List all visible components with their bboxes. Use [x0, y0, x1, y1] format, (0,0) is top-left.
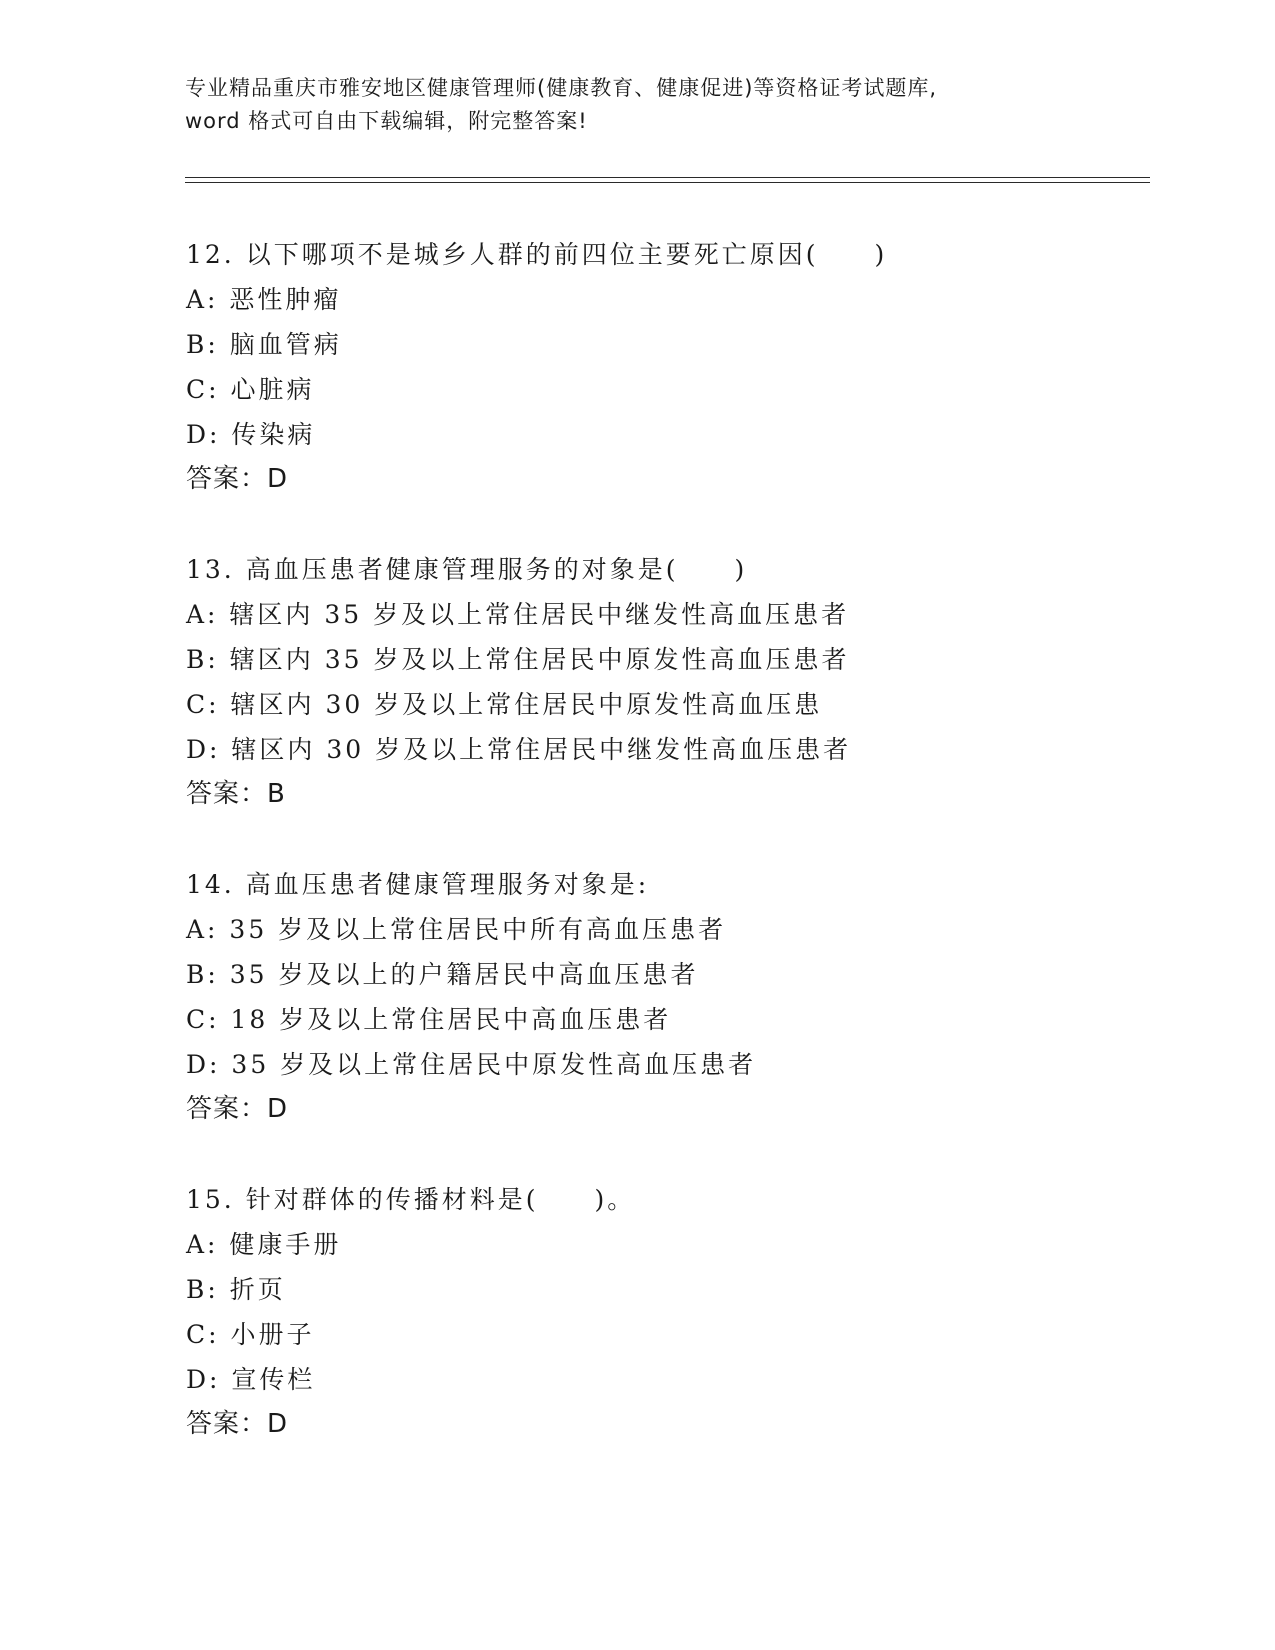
header-line-1: 专业精品重庆市雅安地区健康管理师(健康教育、健康促进)等资格证考试题库, [185, 76, 938, 100]
option-a: A: 恶性肿瘤 [186, 285, 342, 314]
document-header [185, 72, 1085, 138]
question-12 [186, 232, 1146, 502]
question-stem: 13. 高血压患者健康管理服务的对象是( ) [186, 555, 748, 584]
option-a: A: 辖区内 35 岁及以上常住居民中继发性高血压患者 [186, 600, 850, 629]
option-b: B: 折页 [186, 1275, 286, 1304]
question-14 [186, 862, 1146, 1132]
answer-label: 答案：D [186, 1094, 289, 1124]
option-d: D: 35 岁及以上常住居民中原发性高血压患者 [186, 1050, 757, 1079]
question-stem: 12. 以下哪项不是城乡人群的前四位主要死亡原因( ) [186, 240, 888, 269]
option-a: A: 35 岁及以上常住居民中所有高血压患者 [186, 915, 727, 944]
question-13 [186, 547, 1146, 817]
option-b: B: 脑血管病 [186, 330, 342, 359]
header-divider-bottom [185, 182, 1150, 183]
header-divider-top [185, 177, 1150, 178]
option-d: D: 宣传栏 [186, 1365, 316, 1394]
option-b: B: 辖区内 35 岁及以上常住居民中原发性高血压患者 [186, 645, 850, 674]
question-list [186, 232, 1146, 1492]
question-15 [186, 1177, 1146, 1447]
option-c: C: 18 岁及以上常住居民中高血压患者 [186, 1005, 672, 1034]
option-d: D: 辖区内 30 岁及以上常住居民中继发性高血压患者 [186, 735, 852, 764]
answer-label: 答案：D [186, 464, 289, 494]
question-stem: 15. 针对群体的传播材料是( )。 [186, 1185, 636, 1214]
option-c: C: 心脏病 [186, 375, 315, 404]
option-a: A: 健康手册 [186, 1230, 342, 1259]
header-line-2: word 格式可自由下载编辑，附完整答案! [185, 109, 588, 133]
option-c: C: 小册子 [186, 1320, 315, 1349]
option-b: B: 35 岁及以上的户籍居民中高血压患者 [186, 960, 699, 989]
answer-label: 答案：D [186, 1409, 289, 1439]
option-c: C: 辖区内 30 岁及以上常住居民中原发性高血压患 [186, 690, 823, 719]
answer-label: 答案：B [186, 779, 286, 809]
question-stem: 14. 高血压患者健康管理服务对象是: [186, 870, 650, 899]
option-d: D: 传染病 [186, 420, 316, 449]
